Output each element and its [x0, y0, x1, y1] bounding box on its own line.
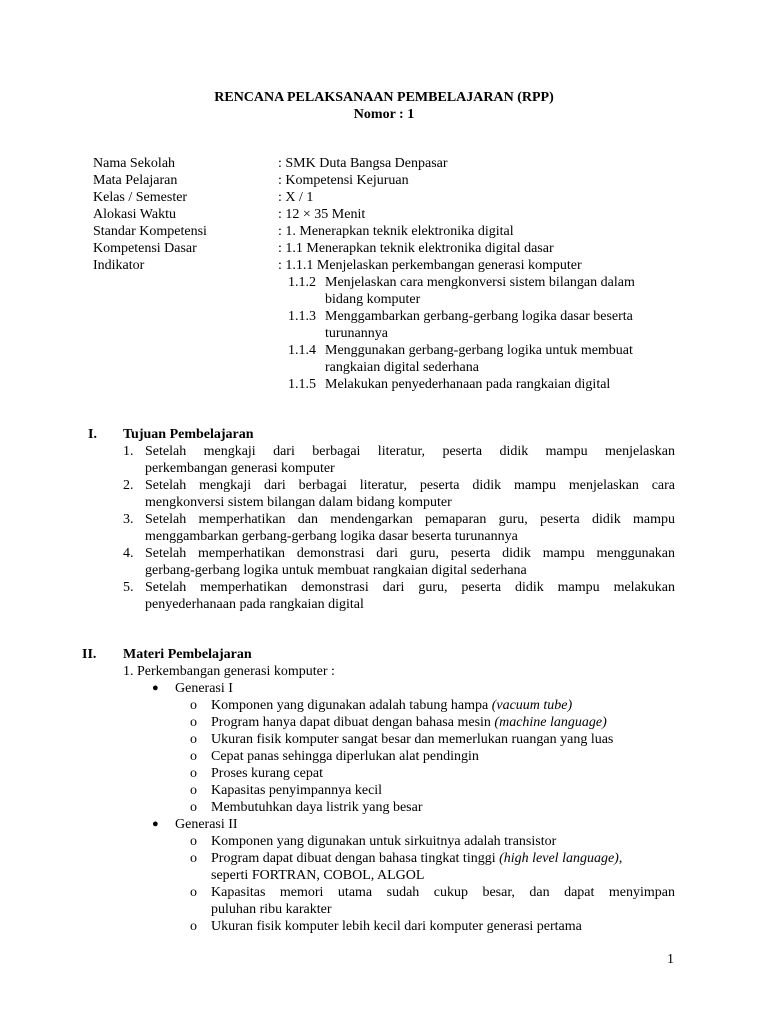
sub-point-italic: (machine language)	[494, 715, 607, 730]
sub-point-text: Kapasitas memori utama sudah cukup besar, dan dapat menyimpan	[211, 885, 675, 900]
list-item-text-cont: mengkonversi sistem bilangan dalam bidang komputer	[145, 495, 452, 510]
label-kelas-semester: Kelas / Semester	[93, 190, 188, 205]
label-mata-pelajaran: Mata Pelajaran	[93, 173, 178, 188]
list-number: 4.	[123, 546, 134, 561]
value-nama-sekolah: : SMK Duta Bangsa Denpasar	[278, 156, 448, 171]
sub-point-text: Ukuran fisik komputer lebih kecil dari komputer generasi pertama	[211, 919, 582, 934]
label-alokasi-waktu: Alokasi Waktu	[93, 207, 176, 222]
sub-point-text: Komponen yang digunakan untuk sirkuitnya adalah transistor	[211, 834, 557, 849]
section-roman-numeral: II.	[82, 647, 97, 662]
sub-point-text: Cepat panas sehingga diperlukan alat pendingin	[211, 749, 479, 764]
sub-point-text: Proses kurang cepat	[211, 766, 323, 781]
label-indikator: Indikator	[93, 258, 145, 273]
list-item-text: Setelah memperhatikan demonstrasi dari guru, peserta didik mampu melakukan	[145, 580, 675, 595]
sub-point	[211, 850, 622, 867]
circle-bullet-icon: o	[190, 698, 197, 713]
list-number: 5.	[123, 580, 134, 595]
label-kompetensi-dasar: Kompetensi Dasar	[93, 241, 197, 256]
label-standar-kompetensi: Standar Kompetensi	[93, 224, 207, 239]
circle-bullet-icon: o	[190, 766, 197, 781]
sub-point-text: Program dapat dibuat dengan bahasa tingkat tinggi	[211, 851, 500, 866]
bullet-icon: ●	[152, 682, 159, 694]
list-item-text-cont: penyederhanaan pada rangkaian digital	[145, 597, 364, 612]
sub-point	[211, 697, 572, 714]
section-heading: Materi Pembelajaran	[123, 647, 252, 662]
indicator-number: 1.1.5	[288, 377, 316, 392]
indicator-number: 1.1.3	[288, 309, 316, 324]
circle-bullet-icon: o	[190, 783, 197, 798]
indicator-number: 1.1.4	[288, 343, 316, 358]
list-item-text-cont: perkembangan generasi komputer	[145, 461, 335, 476]
circle-bullet-icon: o	[190, 732, 197, 747]
indicator-text: Menjelaskan cara mengkonversi sistem bilangan dalam	[325, 275, 635, 290]
generation-label: Generasi II	[175, 817, 238, 832]
circle-bullet-icon: o	[190, 919, 197, 934]
section-roman-numeral: I.	[88, 427, 97, 442]
sub-point-text: Kapasitas penyimpannya kecil	[211, 783, 383, 798]
circle-bullet-icon: o	[190, 749, 197, 764]
indicator-text: Menggambarkan gerbang-gerbang logika dasar beserta	[325, 309, 633, 324]
circle-bullet-icon: o	[190, 800, 197, 815]
indicator-text-cont: turunannya	[325, 326, 388, 341]
circle-bullet-icon: o	[190, 715, 197, 730]
circle-bullet-icon: o	[190, 885, 197, 900]
label-nama-sekolah: Nama Sekolah	[93, 156, 176, 171]
sub-point-text: Membutuhkan daya listrik yang besar	[211, 800, 423, 815]
list-number: 3.	[123, 512, 134, 527]
document-number: Nomor : 1	[353, 107, 415, 122]
bullet-icon: ●	[152, 818, 159, 830]
value-kompetensi-dasar: : 1.1 Menerapkan teknik elektronika digital dasar	[278, 241, 554, 256]
sub-point-punct: ,	[618, 851, 623, 866]
circle-bullet-icon: o	[190, 834, 197, 849]
list-item-text: 1. Perkembangan generasi komputer :	[123, 664, 335, 679]
indicator-text-cont: bidang komputer	[325, 292, 421, 307]
sub-point-text-cont: puluhan ribu karakter	[211, 902, 332, 917]
list-item-text: Setelah mengkaji dari berbagai literatur, peserta didik mampu menjelaskan	[145, 444, 675, 459]
indicator-number: 1.1.2	[288, 275, 316, 290]
section-heading: Tujuan Pembelajaran	[123, 427, 254, 442]
value-mata-pelajaran: : Kompetensi Kejuruan	[278, 173, 409, 188]
list-number: 2.	[123, 478, 134, 493]
list-item-text: Setelah mengkaji dari berbagai literatur, peserta didik mampu menjelaskan cara	[145, 478, 675, 493]
document-title: RENCANA PELAKSANAAN PEMBELAJARAN (RPP)	[214, 90, 554, 105]
list-number: 1.	[123, 444, 134, 459]
indicator-text-cont: rangkaian digital sederhana	[325, 360, 479, 375]
page-number: 1	[667, 952, 674, 967]
sub-point-text: Program hanya dapat dibuat dengan bahasa mesin	[211, 715, 495, 730]
list-item-text: Setelah memperhatikan demonstrasi dari guru, peserta didik mampu menggunakan	[145, 546, 675, 561]
value-indikator: : 1.1.1 Menjelaskan perkembangan generasi komputer	[278, 258, 582, 273]
sub-point-text-cont: seperti FORTRAN, COBOL, ALGOL	[211, 868, 425, 883]
value-kelas-semester: : X / 1	[278, 190, 314, 205]
generation-label: Generasi I	[175, 681, 233, 696]
sub-point-text: Ukuran fisik komputer sangat besar dan memerlukan ruangan yang luas	[211, 732, 614, 747]
value-standar-kompetensi: : 1. Menerapkan teknik elektronika digital	[278, 224, 514, 239]
circle-bullet-icon: o	[190, 851, 197, 866]
indicator-text: Melakukan penyederhanaan pada rangkaian digital	[325, 377, 611, 392]
value-alokasi-waktu: : 12 × 35 Menit	[278, 207, 366, 222]
sub-point-italic: (high level language)	[499, 851, 619, 866]
list-item-text-cont: gerbang-gerbang logika untuk membuat rangkaian digital sederhana	[145, 563, 527, 578]
list-item-text-cont: menggambarkan gerbang-gerbang logika dasar beserta turunannya	[145, 529, 518, 544]
list-item-text: Setelah memperhatikan dan mendengarkan pemaparan guru, peserta didik mampu	[145, 512, 675, 527]
indicator-text: Menggunakan gerbang-gerbang logika untuk membuat	[325, 343, 633, 358]
sub-point-italic: (vacuum tube)	[491, 698, 573, 713]
sub-point-text: Komponen yang digunakan adalah tabung hampa	[211, 698, 492, 713]
sub-point	[211, 714, 607, 731]
